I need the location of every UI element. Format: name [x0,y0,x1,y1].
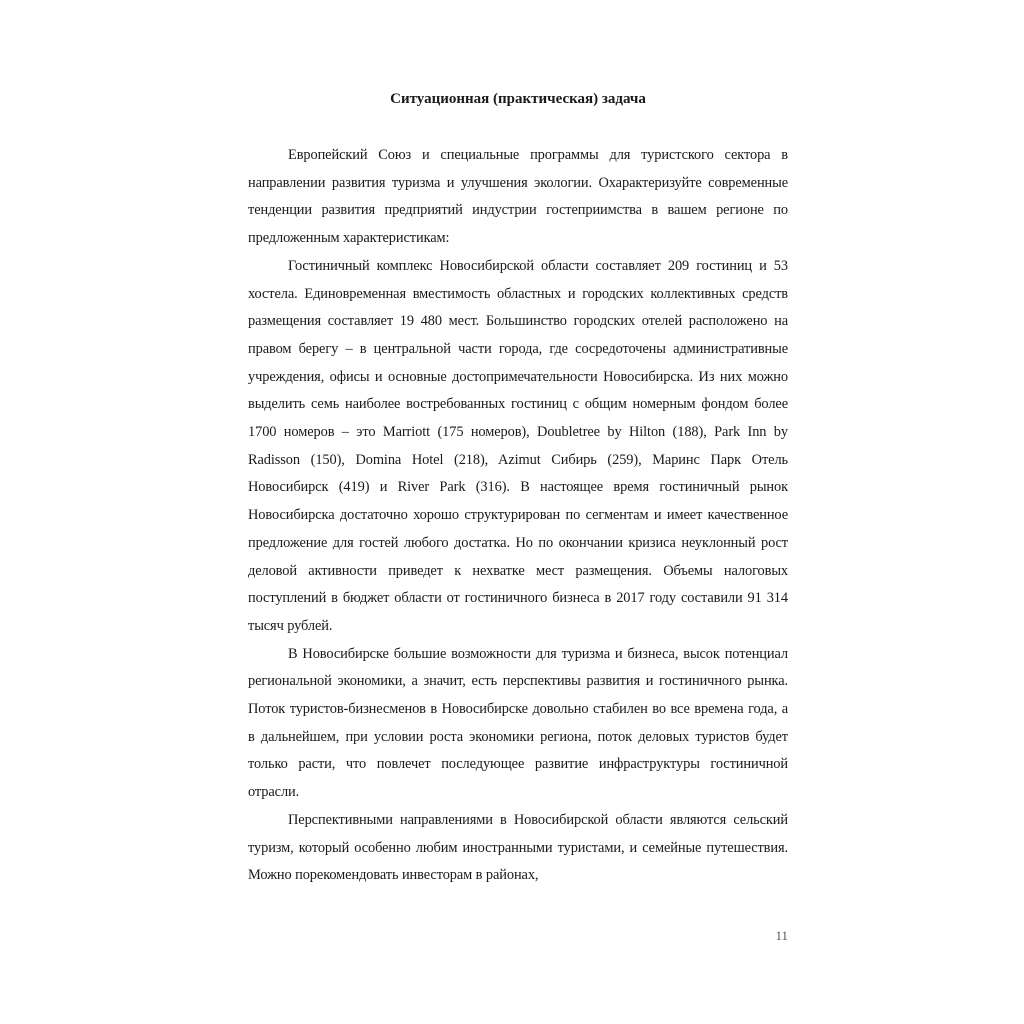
paragraph-hotel-complex: Гостиничный комплекс Новосибирской области составляет 209 гостиниц и 53 хостела. Единовременная вместимость областных и городских коллективных средств размещения составляет 19 480 мест. Большинство городских отелей расположено на правом берегу – в центральной части города, где сосредоточены административные учреждения, офисы и основные достопримечательности Новосибирска. Из них можно выделить семь наиболее востребованных гостиниц с общим номерным фондом более 1700 номеров – это Marriott (175 номеров), Doubletree by Hilton (188), Park Inn by Radisson (150), Domina Hotel (218), Azimut Сибирь (259), Маринс Парк Отель Новосибирск (419) и River Park (316). В настоящее время гостиничный рынок Новосибирска достаточно хорошо структурирован по сегментам и имеет качественное предложение для гостей любого достатка. Но по окончании кризиса неуклонный рост деловой активности приведет к нехватке мест размещения. Объемы налоговых поступлений в бюджет области от гостиничного бизнеса в 2017 году составили 91 314 тысяч рублей. [248,257,788,634]
page-number: 11 [775,928,788,943]
paragraph-business-potential: В Новосибирске большие возможности для туризма и бизнеса, высок потенциал региональной экономики, а значит, есть перспективы развития и гостиничного рынка. Поток туристов-бизнесменов в Новосибирске довольно стабилен во все времена года, а в дальнейшем, при условии роста экономики региона, поток деловых туристов будет только расти, что повлечет последующее развитие инфраструктуры гостиничной отрасли. [248,645,788,801]
paragraph-perspectives: Перспективными направлениями в Новосибирской области являются сельский туризм, который особенно любим иностранными туристами, и семейные путешествия. Можно порекомендовать инвесторам в районах, [248,811,788,884]
page-title: Ситуационная (практическая) задача [390,91,646,107]
paragraph-intro: Европейский Союз и специальные программы для туристского сектора в направлении развития туризма и улучшения экологии. Охарактеризуйте современные тенденции развития предприятий индустрии гостеприимства в вашем регионе по предложенным характеристикам: [248,147,788,247]
body-text [248,142,788,890]
